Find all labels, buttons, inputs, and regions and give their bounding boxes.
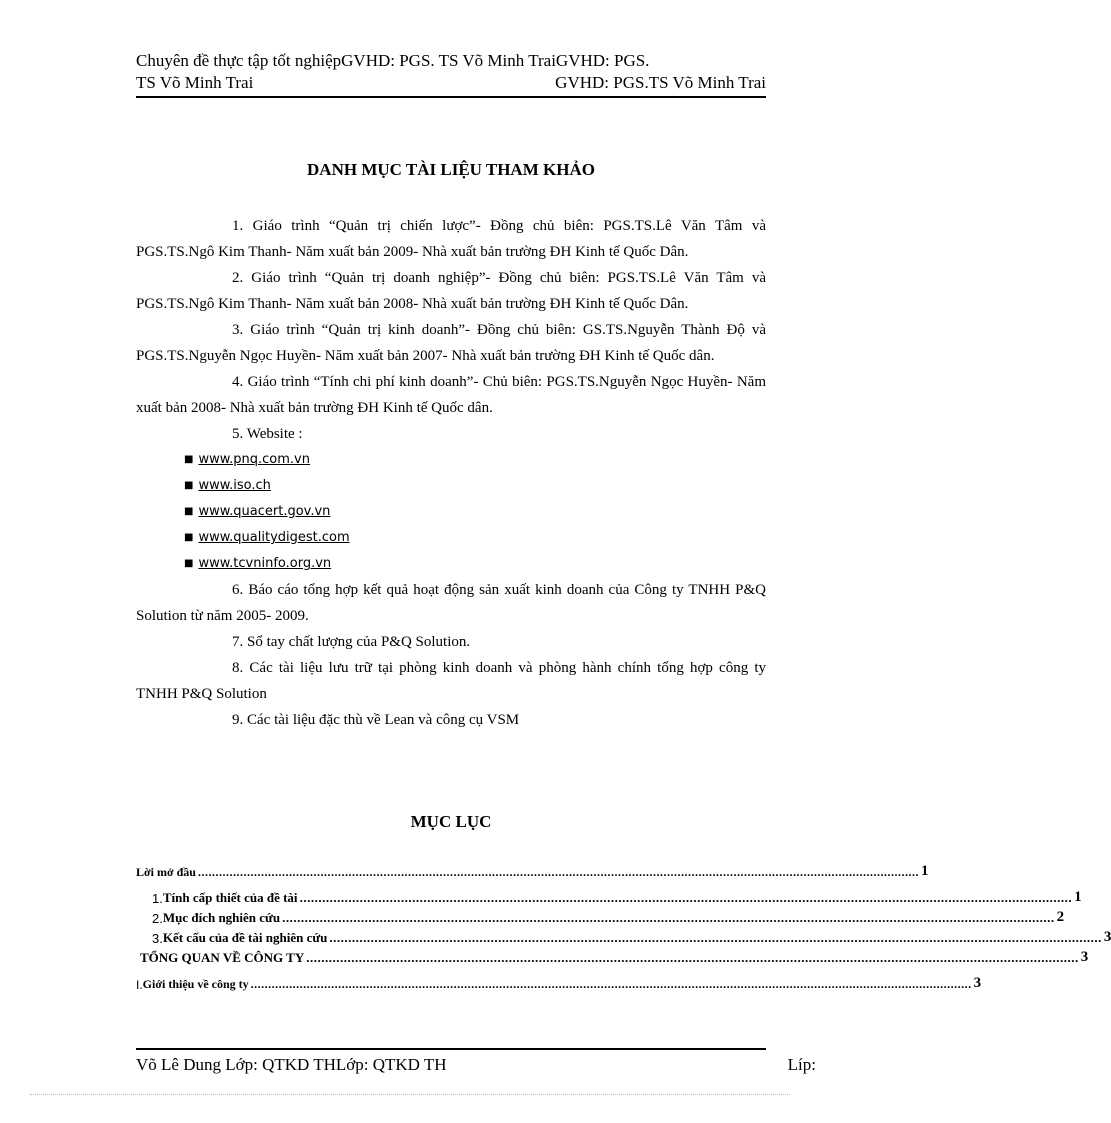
toc-leader: .............................................................................................................................................................................................................. [282, 910, 1055, 925]
toc-entry-page: 3 [1080, 949, 1089, 965]
toc-entry-label: Kết cấu của đề tài nghiên cứu [162, 930, 328, 945]
bullet-icon: ■ [184, 506, 194, 517]
toc-leader: .............................................................................................................................................................................................................. [306, 950, 1079, 965]
toc-leader: .............................................................................................................................................................................................................. [329, 930, 1102, 945]
footer-divider [136, 1048, 766, 1050]
bullet-icon: ■ [184, 480, 194, 491]
header-line-2-right: GVHD: PGS.TS Võ Minh Trai [555, 73, 766, 92]
toc-entry-label: Mục đích nghiên cứu [162, 910, 281, 925]
toc-entry[interactable] [136, 972, 982, 992]
website-item [184, 447, 766, 473]
header-divider [136, 96, 766, 98]
bullet-icon: ■ [184, 532, 194, 543]
toc-entry[interactable] [136, 886, 1082, 906]
reference-item: 9. Các tài liệu đặc thù về Lean và công cụ VSM [232, 712, 520, 728]
header-line-2-left: TS Võ Minh Trai [136, 73, 254, 92]
header-line-1: Chuyên đề thực tập tốt nghiệpGVHD: PGS. TS Võ Minh TraiGVHD: PGS. [136, 51, 650, 70]
toc-entry[interactable] [136, 860, 929, 880]
toc-entry-number: I. [136, 978, 143, 992]
website-link[interactable]: www.tcvninfo.org.vn [198, 556, 332, 571]
toc-entry-number: 3. [152, 931, 163, 946]
toc-entry-number: 1. [152, 891, 163, 906]
references-title: DANH MỤC TÀI LIỆU THAM KHẢO [307, 160, 595, 179]
toc-entry-label: Tính cấp thiết của đề tài [162, 890, 298, 905]
toc-leader: .............................................................................................................................................................................................................. [197, 865, 919, 879]
toc-entry-page: 3 [1103, 929, 1111, 945]
reference-item: 1. Giáo trình “Quản trị chiến lược”- Đồng chủ biên: PGS.TS.Lê Văn Tâm và PGS.TS.Ngô Kim Thanh- Năm xuất bản 2009- Nhà xuất bản trường ĐH Kinh tế Quốc Dân. [136, 218, 766, 260]
toc-leader: .............................................................................................................................................................................................................. [299, 890, 1073, 905]
reference-item: 8. Các tài liệu lưu trữ tại phòng kinh doanh và phòng hành chính tổng hợp công ty TNHH P&Q Solution [136, 660, 767, 702]
toc-title: MỤC LỤC [410, 812, 492, 831]
website-item [184, 525, 766, 551]
bullet-icon: ■ [184, 454, 194, 465]
toc-entry-page: 1 [1074, 889, 1082, 905]
website-item [184, 499, 766, 525]
reference-item: 7. Sổ tay chất lượng của P&Q Solution. [232, 634, 471, 650]
footer-right: Líp: [787, 1055, 816, 1074]
toc-leader: .............................................................................................................................................................................................................. [250, 977, 972, 991]
website-item [184, 551, 766, 577]
reference-item: 3. Giáo trình “Quản trị kinh doanh”- Đồng chủ biên: GS.TS.Nguyễn Thành Độ và PGS.TS.Nguyễn Ngọc Huyền- Năm xuất bản 2007- Nhà xuất bản trường ĐH Kinh tế Quốc dân. [136, 322, 767, 364]
references-list [136, 213, 766, 733]
website-link[interactable]: www.qualitydigest.com [198, 530, 350, 545]
page-bottom-border [30, 1094, 790, 1095]
toc-entry-label: Lời mở đầu [136, 865, 196, 879]
toc-entry[interactable] [136, 906, 1065, 926]
reference-item: 4. Giáo trình “Tính chi phí kinh doanh”- Chủ biên: PGS.TS.Nguyễn Ngọc Huyền- Năm xuất bản 2008- Nhà xuất bản trường ĐH Kinh tế Quốc dân. [136, 374, 767, 416]
website-link[interactable]: www.quacert.gov.vn [198, 504, 331, 519]
footer-left: Võ Lê Dung Lớp: QTKD THLớp: QTKD TH [136, 1055, 447, 1074]
toc-entry-page: 2 [1056, 909, 1065, 925]
toc-entry-label: Giới thiệu về công ty [142, 977, 249, 991]
reference-item: 6. Báo cáo tổng hợp kết quả hoạt động sản xuất kinh doanh của Công ty TNHH P&Q Solution từ năm 2005- 2009. [136, 582, 766, 624]
toc-entry-page: 1 [920, 863, 929, 879]
toc-entry-number: 2. [152, 911, 163, 926]
toc-entry[interactable] [136, 926, 1111, 946]
page-header [136, 50, 766, 94]
toc-entry[interactable] [136, 946, 1089, 966]
website-link[interactable]: www.iso.ch [198, 478, 271, 493]
toc-entry-page: 3 [973, 975, 982, 991]
website-item [184, 473, 766, 499]
toc-entry-label: TỔNG QUAN VỀ CÔNG TY [140, 950, 305, 965]
bullet-icon: ■ [184, 558, 194, 569]
reference-item: 2. Giáo trình “Quản trị doanh nghiệp”- Đồng chủ biên: PGS.TS.Lê Văn Tâm và PGS.TS.Ngô Kim Thanh- Năm xuất bản 2008- Nhà xuất bản trường ĐH Kinh tế Quốc Dân. [136, 270, 767, 312]
website-link[interactable]: www.pnq.com.vn [198, 452, 310, 467]
reference-item: 5. Website : [232, 426, 303, 442]
page-footer [136, 1055, 816, 1075]
